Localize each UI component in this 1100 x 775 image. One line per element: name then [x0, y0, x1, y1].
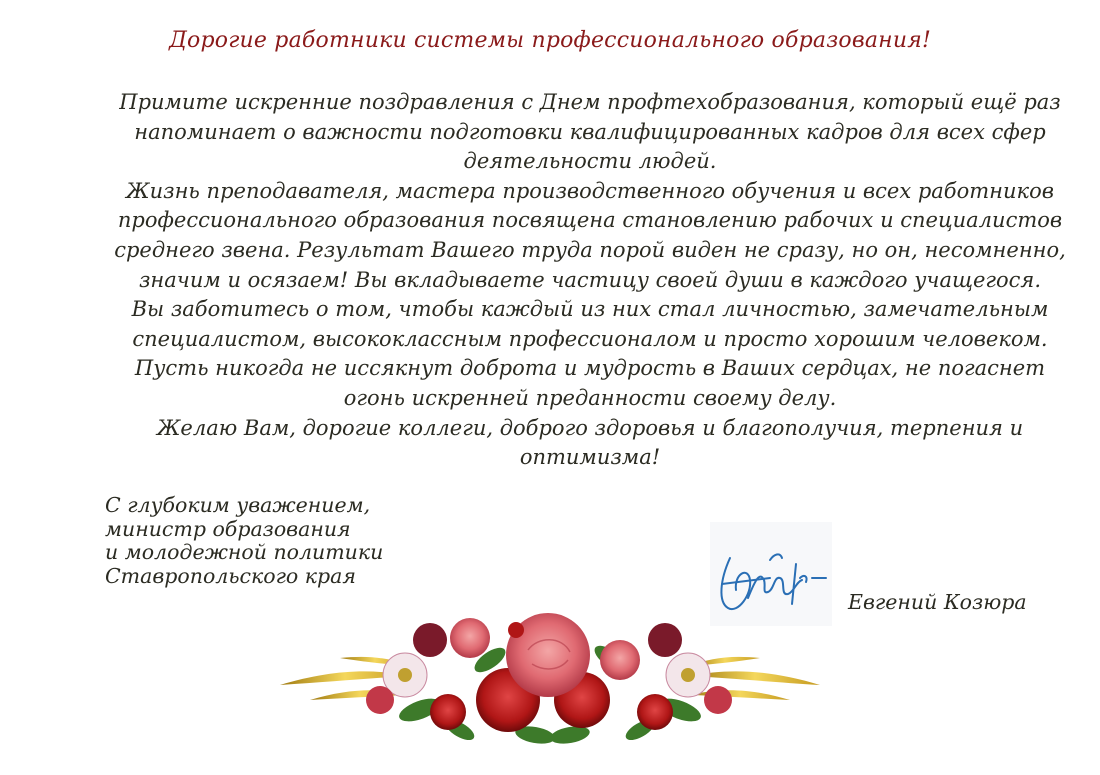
- body-line: Жизнь преподавателя, мастера производственного обучения и всех работников: [126, 178, 1054, 203]
- body-line: специалистом, высококлассным профессионалом и просто хорошим человеком.: [132, 326, 1048, 351]
- closing-line: и молодежной политики: [105, 540, 384, 564]
- body-line: Пусть никогда не иссякнут доброта и мудрость в Ваших сердцах, не погаснет: [134, 356, 1046, 381]
- closing-line: Ставропольского края: [105, 563, 356, 588]
- letter-body: [95, 88, 1085, 473]
- body-line: напоминает о важности подготовки квалифицированных кадров для всех сфер: [134, 119, 1046, 144]
- body-line: Желаю Вам, дорогие коллеги, доброго здоровья и благополучия, терпения и: [156, 415, 1024, 440]
- body-line: деятельности людей.: [463, 149, 717, 174]
- greeting-title: Дорогие работники системы профессионального образования!: [168, 28, 932, 53]
- signer-name: Евгений Козюра: [848, 590, 1027, 614]
- flower-garland-image: [270, 600, 830, 750]
- body-line: среднего звена. Результат Вашего труда порой виден не сразу, но он, несомненно,: [114, 237, 1066, 262]
- closing-line: С глубоким уважением,: [105, 493, 371, 517]
- body-line: огонь искренней преданности своему делу.: [343, 385, 837, 410]
- body-line: оптимизма!: [519, 445, 661, 470]
- closing-line: министр образования: [105, 516, 351, 541]
- body-line: профессионального образования посвящена становлению рабочих и специалистов: [117, 208, 1063, 233]
- body-line: Вы заботитесь о том, чтобы каждый из них стал личностью, замечательным: [131, 297, 1049, 322]
- body-line: значим и осязаем! Вы вкладываете частицу своей души в каждого учащегося.: [138, 267, 1042, 292]
- body-line: Примите искренние поздравления с Днем профтехобразования, который ещё раз: [119, 90, 1061, 114]
- closing-block: [105, 494, 435, 588]
